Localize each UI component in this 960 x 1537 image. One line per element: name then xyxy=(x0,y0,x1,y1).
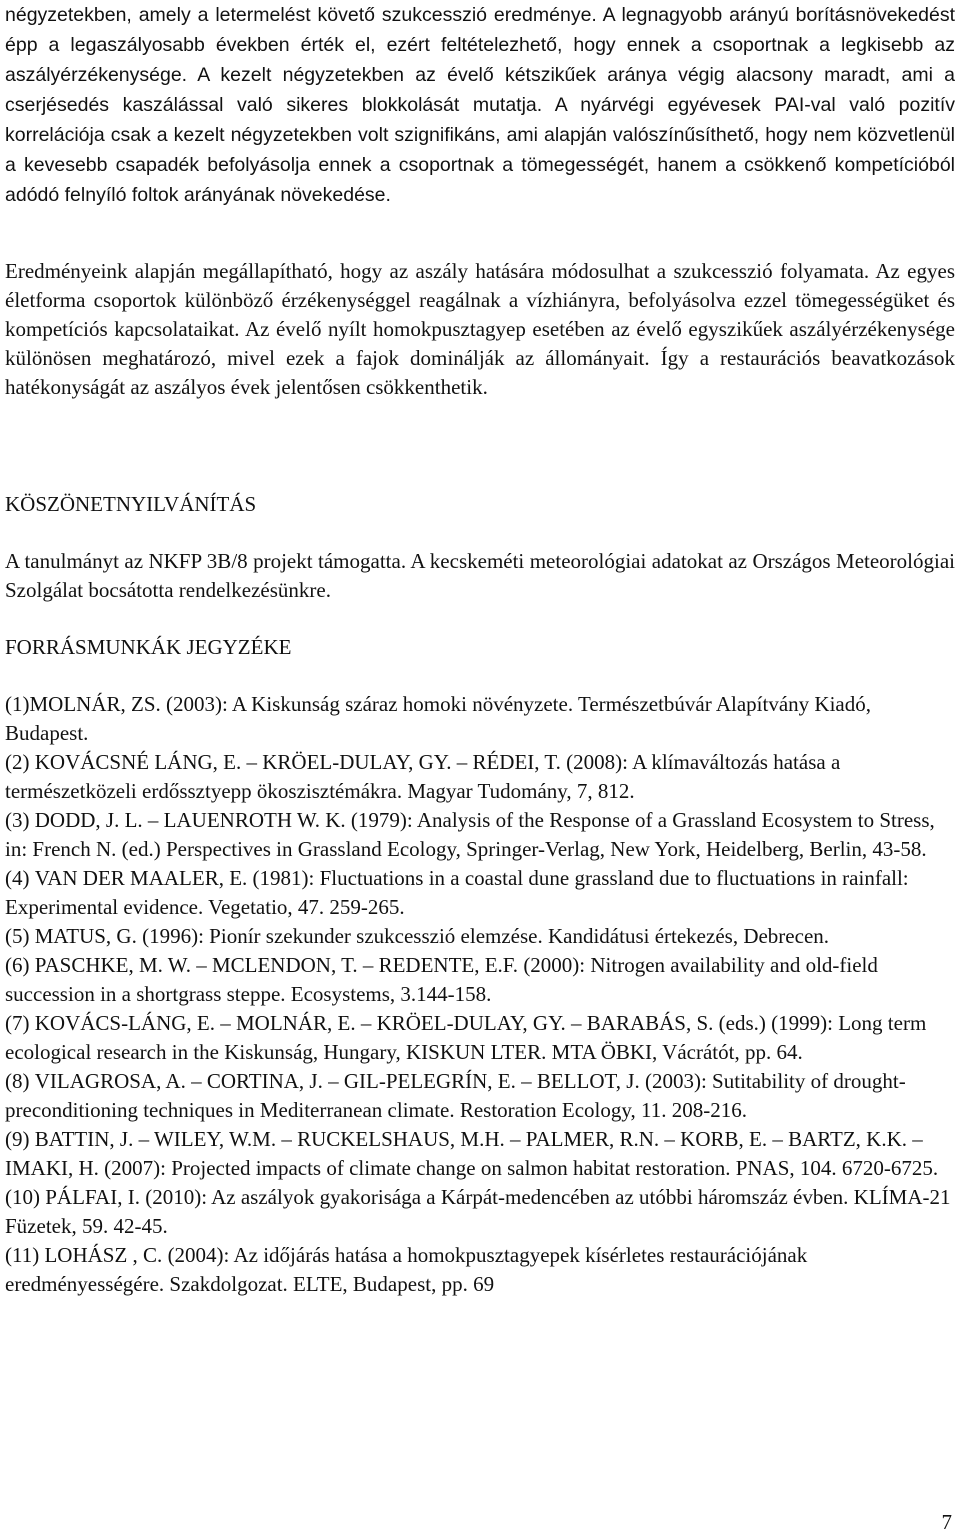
references-heading: FORRÁSMUNKÁK JEGYZÉKE xyxy=(5,635,292,659)
reference-number: (10) xyxy=(5,1185,46,1209)
reference-item xyxy=(5,864,955,922)
reference-text: (1996): Pionír szekunder szukcesszió elemzése. Kandidátusi értekezés, Debrecen. xyxy=(136,924,830,948)
reference-list xyxy=(5,690,955,1299)
paragraph-text-sans-2: A nyárvégi egyévesek PAI-val való pozitív korrelációja csak a kezelt négyzetekben volt szignifikáns, ami alapján valószínűsíthető, hogy nem közvetlenül a kevesebb csapadék befolyásolja ennek a csoportnak a tömegességét, hanem a csökkenő kompetícióból adódó felnyíló foltok arányának növekedése. xyxy=(5,94,955,206)
reference-authors: LOHÁSZ , C. xyxy=(44,1243,163,1267)
acknowledgement-heading: KÖSZÖNETNYILVÁNÍTÁS xyxy=(5,492,257,516)
reference-item xyxy=(5,1241,955,1299)
reference-number: (1) xyxy=(5,692,30,716)
reference-text: (2003): A Kiskunság száraz homoki növényzete. Természetbúvár Alapítvány Kiadó, Budapest. xyxy=(5,692,871,745)
reference-number: (2) xyxy=(5,750,35,774)
reference-authors: KOVÁCS-LÁNG, E. – MOLNÁR, E. – KRÖEL-DULAY, GY. – BARABÁS, S. xyxy=(34,1011,714,1035)
reference-number: (9) xyxy=(5,1127,35,1151)
conclusion-paragraph: Eredményeink alapján megállapítható, hogy az aszály hatására módosulhat a szukcesszió folyamata. Az egyes életforma csoportok különböző érzékenységgel reagálnak a vízhiányra, befolyásolva ezzel tömegességüket és kompetíciós kapcsolataikat. Az évelő nyílt homokpusztagyep esetében az évelő egyszikűek aszályérzékenysége különösen meghatározó, mivel ezek a fajok dominálják az állományait. Így a restaurációs beavatkozások hatékonyságát az aszályos évek jelentősen csökkenthetik. xyxy=(5,259,955,399)
reference-number: (8) xyxy=(5,1069,35,1093)
reference-authors: MATUS, G. xyxy=(34,924,137,948)
reference-text: (2010): Az aszályok gyakorisága a Kárpát-medencében az utóbbi háromszáz évben. KLÍMA-21 Füzetek, 59. 42-45. xyxy=(5,1185,951,1238)
reference-item xyxy=(5,1125,955,1183)
reference-item xyxy=(5,1009,955,1067)
reference-authors: PÁLFAI, I. xyxy=(45,1185,140,1209)
reference-text: (1979): Analysis of the Response of a Grassland Ecosystem to Stress, in: French N. (ed.) Perspectives in Grassland Ecology, Springer-Verlag, New York, Heidelberg, Berlin, 43-58. xyxy=(5,808,935,861)
reference-item xyxy=(5,748,955,806)
paragraph-text-sans: négyzetekben, amely a letermelést követő szukcesszió eredménye. A legnagyobb arányú borításnövekedést épp a legaszályosabb években érték el, ezért feltételezhető, hogy ennek a csoportnak a legkisebb az aszályérzékenysége. A kezelt négyzetekben az évelő kétszikűek aránya végig alacsony maradt, ami a cserjésedés kaszálással való sikeres blokkolását mutatja. xyxy=(5,4,955,116)
reference-item xyxy=(5,951,955,1009)
reference-number: (11) xyxy=(5,1243,45,1267)
reference-number: (7) xyxy=(5,1011,35,1035)
reference-text: (2000): Nitrogen availability and old-field succession in a shortgrass steppe. Ecosystems, 3.144-158. xyxy=(5,953,878,1006)
reference-number: (3) xyxy=(5,808,35,832)
reference-text: (1981): Fluctuations in a coastal dune grassland due to fluctuations in rainfall: Experimental evidence. Vegetatio, 47. 259-265. xyxy=(5,866,909,919)
reference-text: (eds.) (1999): Long term ecological research in the Kiskunság, Hungary, KISKUN LTER. MTA ÖBKI, Vácrátót, pp. 64. xyxy=(5,1011,927,1064)
results-paragraph xyxy=(5,0,955,210)
reference-text: (2004): Az időjárás hatása a homokpusztagyepek kísérletes restaurációjának eredményességére. Szakdolgozat. ELTE, Budapest, pp. 69 xyxy=(5,1243,808,1296)
reference-number: (6) xyxy=(5,953,35,977)
reference-authors: BATTIN, J. – WILEY, W.M. – RUCKELSHAUS, M.H. – PALMER, R.N. – KORB, E. – BARTZ, K.K. – IMAKI, H. xyxy=(5,1127,923,1180)
reference-item xyxy=(5,806,955,864)
reference-text: (2007): Projected impacts of climate change on salmon habitat restoration. PNAS, 104. 6720-6725. xyxy=(98,1156,939,1180)
reference-item xyxy=(5,1183,955,1241)
reference-text: (2008): A klímaváltozás hatása a természetközeli erdőssztyepp ökoszisztémákra. Magyar Tudomány, 7, 812. xyxy=(5,750,841,803)
acknowledgement-text: A tanulmányt az NKFP 3B/8 projekt támogatta. A kecskeméti meteorológiai adatokat az Országos Meteorológiai Szolgálat bocsátotta rendelkezésünkre. xyxy=(5,549,955,602)
reference-authors: VILAGROSA, A. – CORTINA, J. – GIL-PELEGRÍN, E. – BELLOT, J. xyxy=(34,1069,640,1093)
reference-authors: DODD, J. L. – LAUENROTH W. K. xyxy=(34,808,346,832)
reference-item xyxy=(5,922,955,951)
reference-authors: PASCHKE, M. W. – MCLENDON, T. – REDENTE, E.F. xyxy=(34,953,519,977)
reference-item xyxy=(5,690,955,748)
reference-authors: KOVÁCSNÉ LÁNG, E. – KRÖEL-DULAY, GY. – RÉDEI, T. xyxy=(34,750,561,774)
reference-authors: VAN DER MAALER, E. xyxy=(34,866,248,890)
reference-item xyxy=(5,1067,955,1125)
reference-number: (5) xyxy=(5,924,35,948)
reference-authors: MOLNÁR, ZS. xyxy=(29,692,161,716)
reference-text: (2003): Sutitability of drought-preconditioning techniques in Mediterranean climate. Restoration Ecology, 11. 208-216. xyxy=(5,1069,906,1122)
reference-number: (4) xyxy=(5,866,35,890)
page-number: 7 xyxy=(941,1510,952,1534)
